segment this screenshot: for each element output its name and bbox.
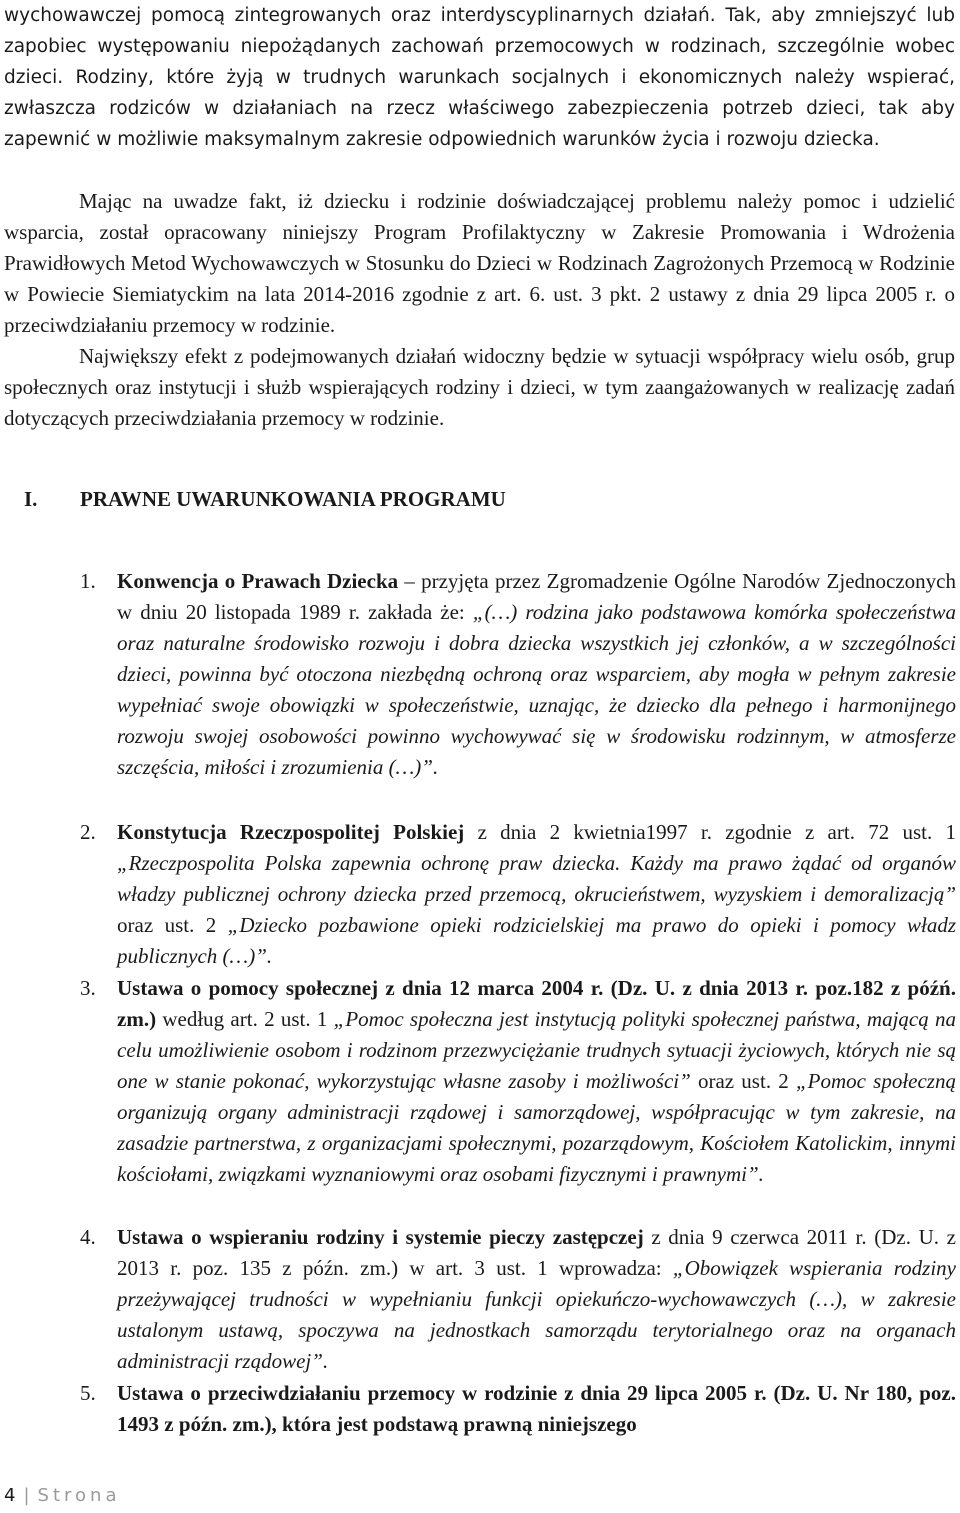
quote-text: „(…) rodzina jako podstawowa komórka społeczeństwa oraz naturalne środowisko rozwoju i dobra dziecka wszystkich jej członków, a w szczególności dzieci, powinna być otoczona niezbędną ochroną oraz wsparciem, aby mogła w pełnym zakresie wypełniać swoje obowiązki w społeczeństwie, uznając, że dziecko dla pełnego i harmonijnego rozwoju swojej osobowości powinno wychowywać się w środowisku rodzinnym, w atmosferze szczęścia, miłości i zrozumienia (…)”. xyxy=(117,600,956,779)
footer-page-word: Strona xyxy=(37,1485,121,1506)
act-title: Ustawa o pomocy społecznej z dnia 12 marca 2004 r. (Dz. U. z dnia 2013 r. poz.182 z późń. zm.) xyxy=(117,976,956,1031)
act-title: Konstytucja Rzeczpospolitej Polskiej xyxy=(117,820,465,844)
item-text: z dnia 9 czerwca 2011 r. (Dz. U. z 2013 r. poz. 135 z późn. zm.) w art. 3 ust. 1 wprowadza: xyxy=(117,1225,956,1280)
list-item xyxy=(80,817,956,972)
list-item-number: 3. xyxy=(80,976,96,1000)
paragraph-cooperation: Największy efekt z podejmowanych działań widoczny będzie w sytuacji współpracy wielu osób, grup społecznych oraz instytucji i służb wspierających rodziny i dzieci, w tym zaangażowanych w realizację zadań dotyczących przeciwdziałania przemocy w rodzinie. xyxy=(4,344,955,430)
item-text: oraz ust. 2 xyxy=(117,913,228,937)
list-item-number: 1. xyxy=(80,569,96,593)
intro-paragraph: wychowawczej pomocą zintegrowanych oraz interdyscyplinarnych działań. Tak, aby zmniejszyć lub zapobiec występowaniu niepożądanych zachowań przemocowych w rodzinach, szczególnie wobec dzieci. Rodziny, które żyją w trudnych warunkach socjalnych i ekonomicznych należy wspierać, zwłaszcza rodziców w działaniach na rzecz właściwego zabezpieczenia potrzeb dzieci, tak aby zapewnić w możliwie maksymalnym zakresie odpowiednich warunków życia i rozwoju dziecka. xyxy=(4,5,955,150)
page-footer xyxy=(4,1484,120,1508)
section-title: PRAWNE UWARUNKOWANIA PROGRAMU xyxy=(80,487,506,511)
list-item xyxy=(80,1222,956,1377)
quote-text: „Pomoc społeczna jest instytucją polityki społecznej państwa, mającą na celu umożliwienie osobom i rodzinom przezwyciężanie trudnych sytuacji życiowych, których nie są one w stanie pokonać, wykorzystując własne zasoby i możliwości” xyxy=(117,1007,957,1093)
act-title: Ustawa o przeciwdziałaniu przemocy w rodzinie z dnia 29 lipca 2005 r. (Dz. U. Nr 180, poz. 1493 z późn. zm.), która jest podstawą prawną niniejszego xyxy=(117,1381,956,1436)
quote-text: „Pomoc społeczną organizują organy administracji rządowej i samorządowej, współpracując w tym zakresie, na zasadzie partnerstwa, z organizacjami społecznymi, pozarządowym, Kościołem Katolickim, innymi kościołami, związkami wyznaniowymi oraz osobami fizycznymi i prawnymi”. xyxy=(117,1069,956,1186)
quote-text: „Rzeczpospolita Polska zapewnia ochronę praw dziecka. Każdy ma prawo żądać od organów władzy publicznej ochrony dziecka przed przemocą, okrucieństwem, wyzyskiem i demoralizacją” xyxy=(117,851,956,906)
item-text: według art. 2 ust. 1 xyxy=(156,1007,334,1031)
act-title: Ustawa o wspieraniu rodziny i systemie pieczy zastępczej xyxy=(117,1225,644,1249)
section-number: I. xyxy=(24,487,38,511)
list-item xyxy=(80,1378,956,1440)
item-text: z dnia 2 kwietnia1997 r. zgodnie z art. 72 ust. 1 xyxy=(464,820,956,844)
quote-text: „Dziecko pozbawione opieki rodzicielskiej ma prawo do opieki i pomocy władz publicznych (…)”. xyxy=(117,913,956,968)
quote-text: „Obowiązek wspierania rodziny przeżywającej trudności w wypełnianiu funkcji opiekuńczo-wychowawczych (…), w zakresie ustalonym ustawą, spoczywa na jednostkach samorządu terytorialnego oraz na organach administracji rządowej”. xyxy=(117,1256,957,1373)
act-title: Konwencja o Prawach Dziecka xyxy=(117,569,399,593)
list-item-number: 2. xyxy=(80,820,96,844)
item-text: oraz ust. 2 xyxy=(690,1069,796,1093)
item-text: – przyjęta przez Zgromadzenie Ogólne Narodów Zjednoczonych w dniu 20 listopada 1989 r. zakłada że: xyxy=(117,569,957,624)
list-item-number: 5. xyxy=(80,1381,96,1405)
list-item-number: 4. xyxy=(80,1225,96,1249)
list-item xyxy=(80,566,956,783)
section-heading xyxy=(24,484,506,515)
page-number: 4 xyxy=(4,1485,16,1506)
footer-separator: | xyxy=(23,1485,30,1506)
paragraph-program-purpose: Mając na uwadze fakt, iż dziecku i rodzinie doświadczającej problemu należy pomoc i udzielić wsparcia, został opracowany niniejszy Program Profilaktyczny w Zakresie Promowania i Wdrożenia Prawidłowych Metod Wychowawczych w Stosunku do Dzieci w Rodzinach Zagrożonych Przemocą w Rodzinie w Powiecie Siemiatyckim na lata 2014-2016 zgodnie z art. 6. ust. 3 pkt. 2 ustawy z dnia 29 lipca 2005 r. o przeciwdziałaniu przemocy w rodzinie. xyxy=(4,189,955,337)
list-item xyxy=(80,973,956,1190)
